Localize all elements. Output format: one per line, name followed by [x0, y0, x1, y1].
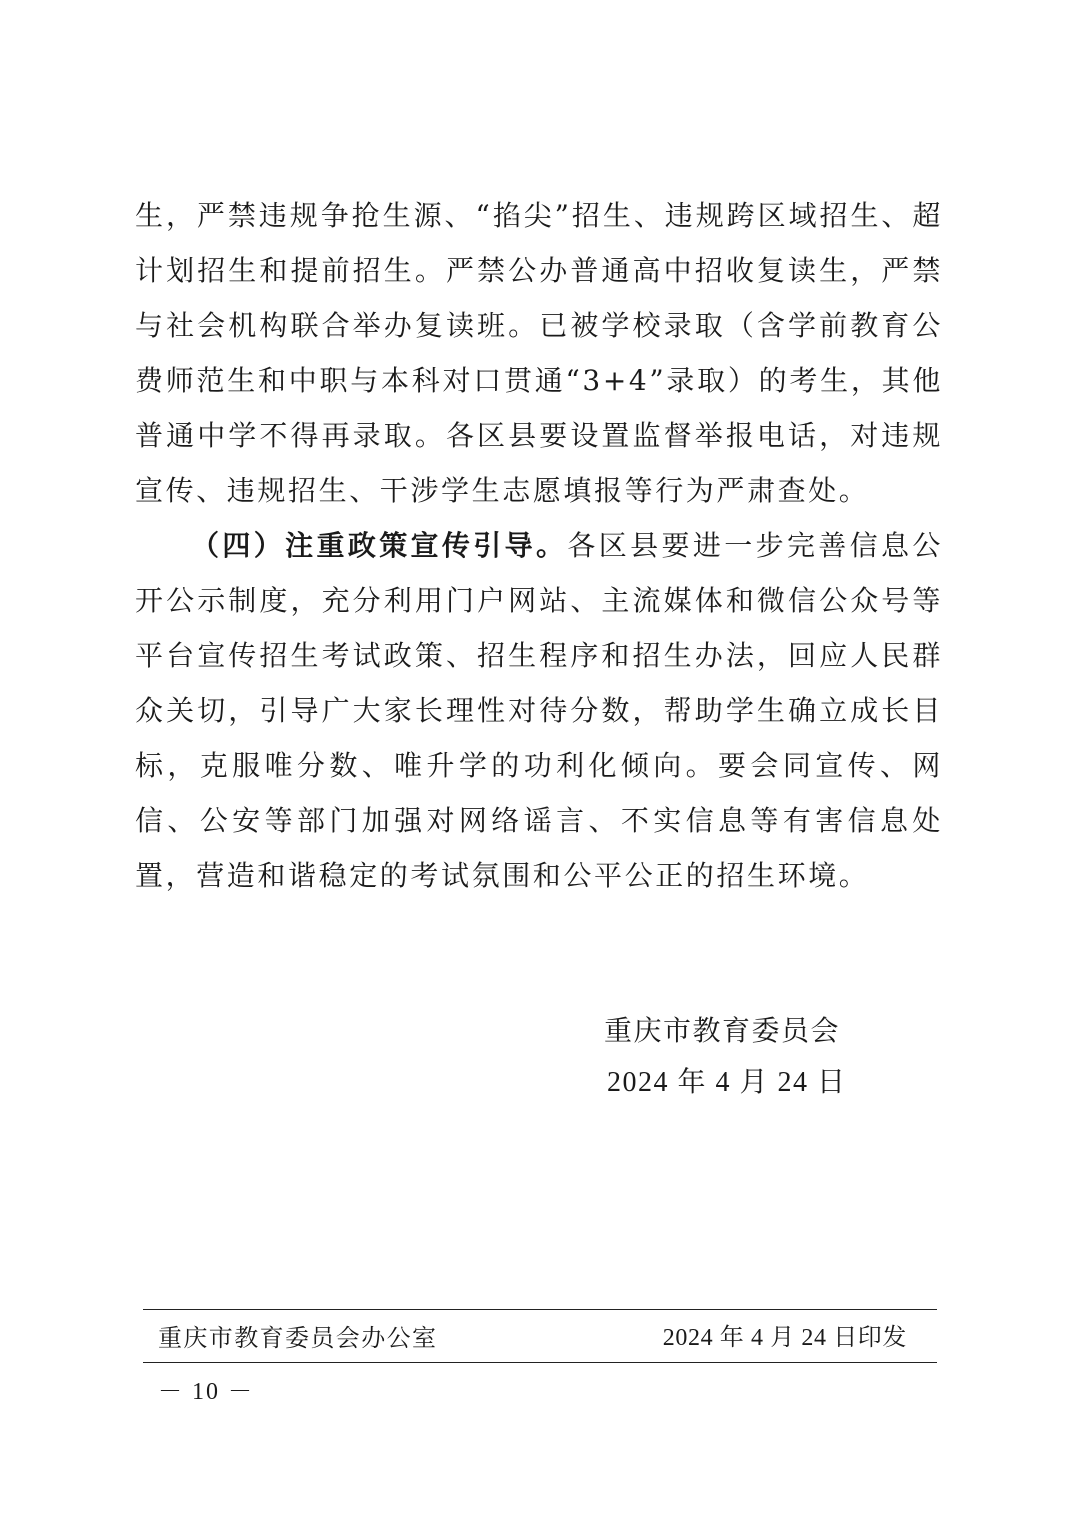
issuing-organization: 重庆市教育委员会: [604, 1014, 841, 1047]
footer-issuer: 重庆市教育委员会办公室: [158, 1324, 438, 1352]
paragraph-continuation: 生，严禁违规争抢生源、“掐尖”招生、违规跨区域招生、超计划招生和提前招生。严禁公办普通高中招收复读生，严禁与社会机构联合举办复读班。已被学校录取（含学前教育公费师范生和中职与本科对口贯通“3+4”录取）的考生，其他普通中学不得再录取。各区县要设置监督举报电话，对违规宣传、违规招生、干涉学生志愿填报等行为严肃查处。: [135, 199, 943, 507]
page-number: － 10 －: [158, 1379, 254, 1405]
footer-bottom-rule: [143, 1362, 937, 1363]
signature-date: 2024 年 4 月 24 日: [607, 1067, 847, 1098]
section-text: 各区县要进一步完善信息公开公示制度，充分利用门户网站、主流媒体和微信公众号等平台宣传招生考试政策、招生程序和招生办法，回应人民群众关切，引导广大家长理性对待分数，帮助学生确立成长目标，克服唯分数、唯升学的功利化倾向。要会同宣传、网信、公安等部门加强对网络谣言、不实信息等有害信息处置，营造和谐稳定的考试氛围和公平公正的招生环境。: [135, 529, 944, 892]
footer-top-rule: [143, 1309, 937, 1310]
footer-issuance-row: [143, 1318, 937, 1358]
section-heading: （四）注重政策宣传引导。: [191, 529, 568, 562]
body-text: [135, 188, 943, 903]
paragraph-policy-publicity: [135, 518, 943, 903]
footer-issue-date: 2024 年 4 月 24 日印发: [662, 1325, 907, 1351]
signature-block: [604, 1005, 904, 1109]
